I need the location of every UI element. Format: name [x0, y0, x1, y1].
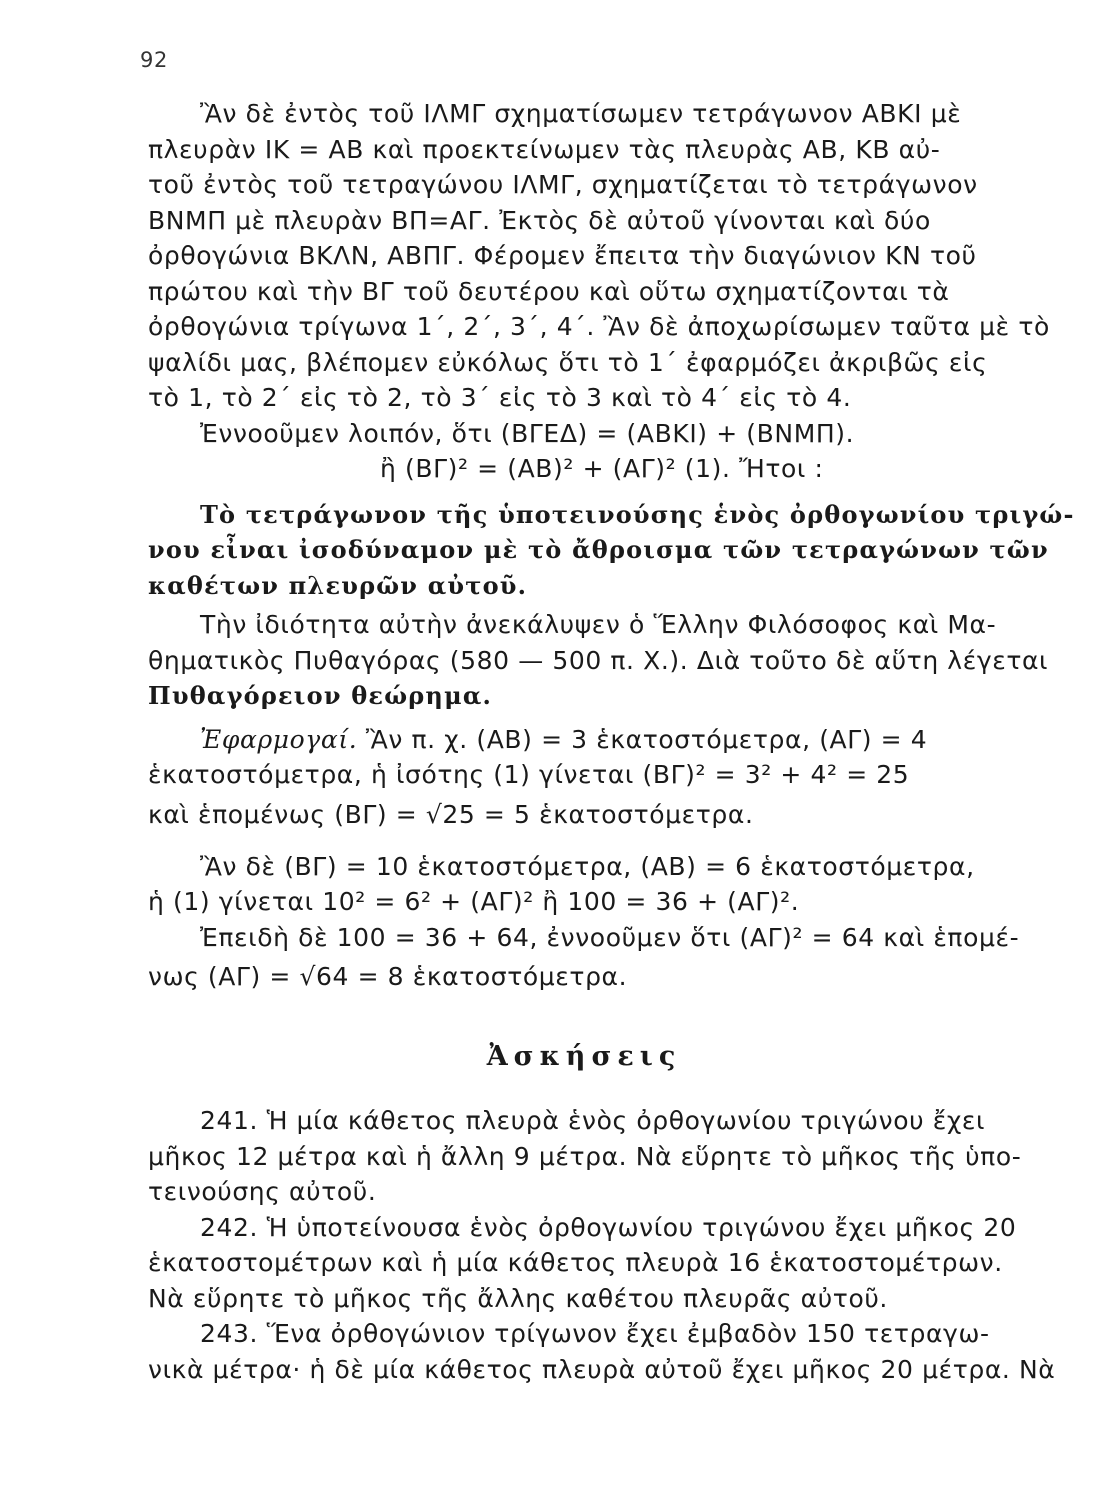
paragraph-history [148, 607, 1049, 714]
exercise-item [148, 1103, 1020, 1210]
applications-first-line [148, 722, 1020, 758]
text-line: νου εἶναι ἰσοδύναμον μὲ τὸ ἄθροισμα τῶν τετραγώνων τῶν [148, 535, 1049, 564]
text-line: 241. Ἡ μία κάθετος πλευρὰ ἑνὸς ὀρθογωνίου τριγώνου ἔχει [200, 1106, 986, 1135]
text-line: 243. Ἕνα ὀρθογώνιον τρίγωνον ἔχει ἐμβαδὸν 150 τετραγω- [200, 1319, 990, 1348]
text-line: τεινούσης αὐτοῦ. [148, 1177, 377, 1206]
theorem-name: Πυθαγόρειον θεώρημα. [148, 681, 493, 710]
text-line: ἑκατοστόμετρα, ἡ ἰσότης (1) γίνεται (ΒΓ)² = 3² + 4² = 25 [148, 760, 910, 789]
text-line: καθέτων πλευρῶν αὐτοῦ. [148, 570, 528, 600]
exercise-item [148, 1316, 1056, 1387]
text-line: νικὰ μέτρα· ἡ δὲ μία κάθετος πλευρὰ αὐτοῦ ἔχει μῆκος 20 μέτρα. Νὰ [148, 1354, 1056, 1384]
text-line: καὶ ἑπομένως (ΒΓ) = √25 = 5 ἑκατοστόμετρα. [148, 799, 754, 829]
text-line: τοῦ ἐντὸς τοῦ τετραγώνου ΙΛΜΓ, σχηματίζεται τὸ τετράγωνον [148, 170, 978, 199]
text-line: ὀρθογώνια τρίγωνα 1΄, 2΄, 3΄, 4΄. Ἂν δὲ ἀποχωρίσωμεν ταῦτα μὲ τὸ [148, 312, 1050, 341]
equation-pythagoras: ἢ (ΒΓ)² = (ΑΒ)² + (ΑΓ)² (1). Ἤτοι : [380, 454, 824, 483]
text-line: Τὸ τετράγωνον τῆς ὑποτεινούσης ἑνὸς ὀρθογωνίου τριγώ- [200, 499, 1075, 529]
text-line: ΒΝΜΠ μὲ πλευρὰν ΒΠ=ΑΓ. Ἐκτὸς δὲ αὐτοῦ γίνονται καὶ δύο [148, 205, 931, 235]
page-content [148, 96, 1075, 1387]
applications-label: Ἐφαρμογαί. [200, 724, 358, 754]
theorem-statement [148, 497, 1075, 604]
text-line: ὀρθογώνια ΒΚΛΝ, ΑΒΠΓ. Φέρομεν ἔπειτα τὴν διαγώνιον ΚΝ τοῦ [148, 241, 977, 270]
text-line: Τὴν ἰδιότητα αὐτὴν ἀνεκάλυψεν ὁ Ἕλλην Φιλόσοφος καὶ Μα- [200, 610, 997, 639]
applications-text: Ἂν π. χ. (ΑΒ) = 3 ἑκατοστόμετρα, (ΑΓ) = 4 [365, 724, 928, 754]
exercise-item [148, 1210, 1020, 1317]
text-line: ψαλίδι μας, βλέπομεν εὐκόλως ὅτι τὸ 1΄ ἐφαρμόζει ἀκριβῶς εἰς [148, 347, 988, 377]
text-line: Ἂν δὲ (ΒΓ) = 10 ἑκατοστόμετρα, (ΑΒ) = 6 ἑκατοστόμετρα, [200, 851, 975, 881]
text-line: 242. Ἡ ὑποτείνουσα ἑνὸς ὀρθογωνίου τριγώνου ἔχει μῆκος 20 [200, 1212, 1017, 1242]
text-line: Νὰ εὕρητε τὸ μῆκος τῆς ἄλλης καθέτου πλευρᾶς αὐτοῦ. [148, 1283, 888, 1313]
text-line: πρώτου καὶ τὴν ΒΓ τοῦ δευτέρου καὶ οὕτω σχηματίζονται τὰ [148, 276, 950, 306]
text-line: μῆκος 12 μέτρα καὶ ἡ ἄλλη 9 μέτρα. Νὰ εὕρητε τὸ μῆκος τῆς ὑπο- [148, 1141, 1022, 1171]
exercises-list [148, 1103, 1056, 1387]
page-number: 92 [140, 48, 168, 72]
text-line: θηματικὸς Πυθαγόρας (580 — 500 π. Χ.). Διὰ τοῦτο δὲ αὕτη λέγεται [148, 645, 1049, 675]
text-line: Ἐπειδὴ δὲ 100 = 36 + 64, ἐννοοῦμεν ὅτι (ΑΓ)² = 64 καὶ ἑπομέ- [200, 922, 1020, 952]
applications-section [148, 722, 1020, 1000]
text-line: ἡ (1) γίνεται 10² = 6² + (ΑΓ)² ἢ 100 = 36 + (ΑΓ)². [148, 887, 800, 916]
text-line: τὸ 1, τὸ 2΄ εἰς τὸ 2, τὸ 3΄ εἰς τὸ 3 καὶ τὸ 4΄ εἰς τὸ 4. [148, 383, 852, 412]
equation-area: Ἐννοοῦμεν λοιπόν, ὅτι (ΒΓΕΔ) = (ΑΒΚΙ) + (ΒΝΜΠ). [200, 418, 855, 448]
exercises-heading: Ἀσκήσεις [486, 1041, 682, 1072]
paragraph-construction [148, 96, 1050, 416]
text-line: πλευρὰν ΙΚ = ΑΒ καὶ προεκτείνωμεν τὰς πλευρὰς ΑΒ, ΚΒ αὐ- [148, 134, 941, 164]
text-line: Ἂν δὲ ἐντὸς τοῦ ΙΛΜΓ σχηματίσωμεν τετράγωνον ΑΒΚΙ μὲ [200, 99, 962, 128]
text-line: νως (ΑΓ) = √64 = 8 ἑκατοστόμετρα. [148, 962, 628, 991]
text-line: ἑκατοστομέτρων καὶ ἡ μία κάθετος πλευρὰ 16 ἑκατοστομέτρων. [148, 1248, 1003, 1277]
